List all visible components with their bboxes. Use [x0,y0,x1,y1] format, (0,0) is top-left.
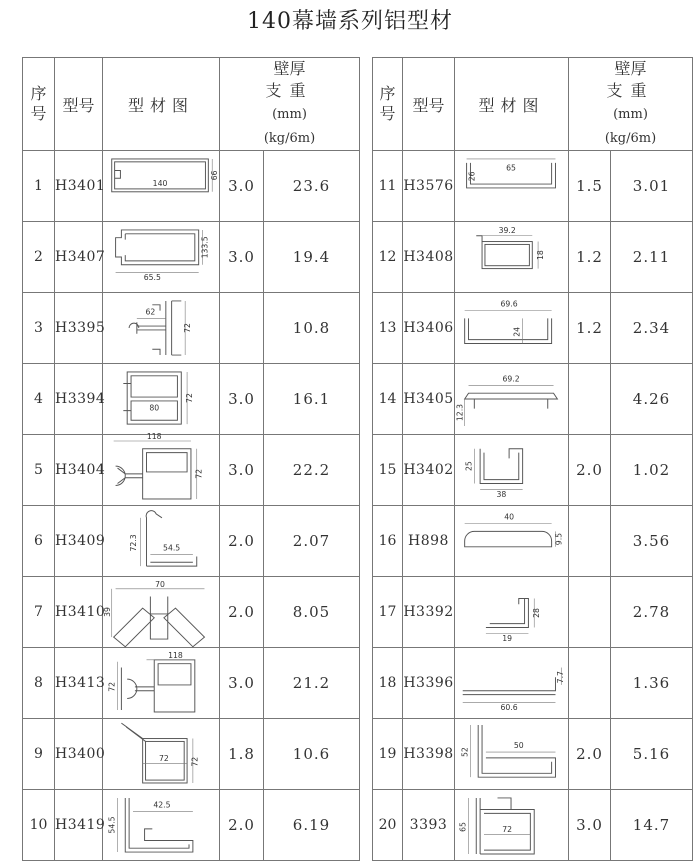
row-number: 1 [23,151,55,222]
profile-drawing [103,648,220,719]
table-row [373,151,693,222]
row-number: 20 [373,790,403,861]
header-wall-unit: (mm) [613,107,648,122]
profile-drawing [103,432,220,506]
dimension-label: 65.5 [143,273,161,283]
dimension-label: 60.6 [500,703,518,713]
model-code: H3400 [55,719,103,790]
table-row [23,293,360,364]
dimension-label: 72 [194,468,204,479]
row-number: 9 [23,719,55,790]
wall-thickness: 2.0 [569,435,611,506]
profile-drawing [455,719,569,790]
weight-per-6m: 16.1 [264,364,360,435]
profile-drawing [455,577,569,648]
row-number: 2 [23,222,55,293]
wall-thickness [569,506,611,577]
model-code: H3419 [55,790,103,861]
dimension-label: 72.3 [128,534,138,552]
table-row [373,435,693,506]
header-weight-unit: (kg/6m) [604,131,657,146]
wide-box-profile-icon [104,432,218,505]
dimension-label: 66 [210,170,220,181]
wall-thickness: 2.0 [220,577,264,648]
dimension-label: 72 [502,824,513,834]
profile-drawing [455,648,569,719]
table-row [373,648,693,719]
dimension-label: 62 [145,307,156,317]
model-code: H3407 [55,222,103,293]
table-row [23,506,360,577]
model-code: H898 [403,506,455,577]
table-row [373,506,693,577]
profile-drawing [455,222,569,293]
row-number: 15 [373,435,403,506]
box-mullion-profile-icon [104,364,218,434]
row-number: 4 [23,364,55,435]
model-code: 3393 [403,790,455,861]
header-row [373,58,693,151]
angle-channel-profile-icon [455,719,569,789]
dimension-label: 42.5 [153,800,171,810]
weight-per-6m: 2.78 [611,577,693,648]
stepped-channel-profile-icon [104,790,218,860]
weight-per-6m: 3.01 [611,151,693,222]
weight-per-6m: 2.11 [611,222,693,293]
weight-per-6m: 5.16 [611,719,693,790]
profile-table-right [372,57,693,861]
weight-per-6m: 1.36 [611,648,693,719]
model-code: H3405 [403,364,455,435]
header-no [373,58,403,151]
dimension-label: 39 [102,607,112,617]
weight-per-6m: 6.19 [264,790,360,861]
row-number: 13 [373,293,403,364]
header-no-label: 序号 [379,84,396,123]
wall-thickness [220,293,264,364]
row-number: 3 [23,293,55,364]
dimension-label: 39.2 [498,225,516,235]
weight-per-6m: 19.4 [264,222,360,293]
table-row [23,435,360,506]
model-code: H3395 [55,293,103,364]
dimension-label: 72 [182,323,192,333]
flat-cover-profile-icon [455,364,569,434]
header-code: 型号 [55,58,103,151]
table-row [373,222,693,293]
wall-thickness: 1.2 [569,222,611,293]
weight-per-6m: 3.56 [611,506,693,577]
weight-per-6m: 1.02 [611,435,693,506]
page-title: 140幕墙系列铝型材 [247,9,453,34]
table-row [373,719,693,790]
header-weight: 支重 [606,81,655,100]
model-code: H3408 [403,222,455,293]
dimension-label: 80 [149,403,160,413]
profile-drawing [103,364,220,435]
profile-drawing [103,151,220,222]
row-number: 19 [373,719,403,790]
hook-channel-profile-icon [104,506,218,576]
dimension-label: 38 [496,490,507,500]
weight-per-6m: 22.2 [264,435,360,506]
wall-thickness: 3.0 [220,222,264,293]
flat-strip-profile-icon [455,648,569,718]
profile-drawing [455,435,569,506]
wall-thickness [569,577,611,648]
row-number: 11 [373,151,403,222]
header-no [23,58,55,151]
wall-thickness [569,364,611,435]
wall-thickness: 3.0 [220,648,264,719]
wall-thickness: 3.0 [220,364,264,435]
model-code: H3402 [403,435,455,506]
dimension-label: 9.5 [554,532,564,546]
dimension-label: 69.6 [500,299,518,309]
dimension-label: 26 [467,171,477,182]
wall-thickness [569,648,611,719]
dimension-label: 65 [458,822,468,832]
header-drawing: 型材图 [455,58,569,151]
profile-drawing [455,364,569,435]
dimension-label: 12.3 [455,403,465,422]
weight-per-6m: 2.34 [611,293,693,364]
weight-per-6m: 21.2 [264,648,360,719]
model-code: H3394 [55,364,103,435]
dimension-label: 70 [155,579,165,589]
dimension-label: 69.2 [502,374,520,384]
row-number: 18 [373,648,403,719]
row-number: 10 [23,790,55,861]
stepped-box-profile-icon [455,790,569,860]
dimension-label: 18 [535,250,545,260]
weight-per-6m: 14.7 [611,790,693,861]
header-code: 型号 [403,58,455,151]
dimension-label: 65 [506,163,516,173]
header-wall-weight [569,58,693,151]
small-hook-profile-icon [455,435,569,505]
model-code: H3404 [55,435,103,506]
profile-drawing [103,577,220,648]
wall-thickness: 1.8 [220,719,264,790]
rounded-channel-profile-icon [104,222,218,292]
dimension-label: 72 [184,393,194,403]
model-code: H3413 [55,648,103,719]
small-box-profile-icon [455,222,569,292]
profile-drawing [455,293,569,364]
dimension-label: 50 [513,741,524,751]
row-number: 14 [373,364,403,435]
dimension-label: 54.5 [107,816,117,834]
wall-thickness: 3.0 [220,151,264,222]
dimension-label: 140 [152,179,168,188]
table-row [23,790,360,861]
header-row [23,58,360,151]
dimension-label: 28 [532,608,542,618]
dimension-label: 25 [464,461,474,472]
table-row [23,648,360,719]
dimension-label: 118 [168,650,183,660]
profile-drawing [103,222,220,293]
wall-thickness: 3.0 [569,790,611,861]
weight-per-6m: 8.05 [264,577,360,648]
dimension-label: 52 [460,747,470,757]
table-row [23,151,360,222]
table-row [23,719,360,790]
square-tube-with-arm-profile-icon [104,719,218,789]
table-row [23,364,360,435]
dimension-label: 72 [158,753,169,763]
profile-drawing [103,719,220,790]
model-code: H3398 [403,719,455,790]
table-row [23,222,360,293]
table-row [373,577,693,648]
dimension-label: 19 [502,633,513,643]
table-row [373,293,693,364]
header-weight-unit: (kg/6m) [263,131,316,146]
row-number: 7 [23,577,55,648]
model-code: H3401 [55,151,103,222]
dimension-label: 54.5 [163,543,181,553]
shallow-channel-profile-icon [455,151,569,221]
rounded-cap-profile-icon [455,506,569,576]
model-code: H3406 [403,293,455,364]
row-number: 16 [373,506,403,577]
header-no-label: 序号 [30,84,47,123]
wall-thickness: 3.0 [220,435,264,506]
frame-mullion-profile-icon [104,648,218,718]
header-weight: 支重 [265,81,314,100]
model-code: H3410 [55,577,103,648]
wall-thickness: 1.5 [569,151,611,222]
header-drawing: 型材图 [103,58,220,151]
dimension-label: 7.7 [556,671,566,684]
profile-drawing [455,790,569,861]
dimension-label: 72 [190,756,200,767]
wall-thickness: 2.0 [220,506,264,577]
header-wall: 壁厚 [273,59,306,78]
model-code: H3576 [403,151,455,222]
row-number: 6 [23,506,55,577]
dimension-label: 133.5 [200,236,210,259]
table-row [373,364,693,435]
model-code: H3409 [55,506,103,577]
profile-drawing [103,293,220,364]
profile-drawing [455,506,569,577]
weight-per-6m: 2.07 [264,506,360,577]
dimension-label: 24 [512,326,522,337]
l-hook-profile-icon [455,577,569,647]
dimension-label: 40 [504,512,515,522]
header-wall-unit: (mm) [272,107,307,122]
t-mullion-profile-icon [104,293,218,363]
row-number: 5 [23,435,55,506]
dimension-label: 118 [146,432,162,442]
dimension-label: 72 [107,681,117,692]
row-number: 17 [373,577,403,648]
profile-table-left [22,57,360,861]
profile-drawing [455,151,569,222]
table-row [23,577,360,648]
row-number: 8 [23,648,55,719]
weight-per-6m: 4.26 [611,364,693,435]
row-number: 12 [373,222,403,293]
rectangular-tube-profile-icon [104,151,218,221]
wall-thickness: 2.0 [220,790,264,861]
weight-per-6m: 10.8 [264,293,360,364]
profile-drawing [103,506,220,577]
wall-thickness: 1.2 [569,293,611,364]
header-wall-weight [220,58,360,151]
profile-drawing [103,790,220,861]
model-code: H3396 [403,648,455,719]
corner-mullion-profile-icon [104,577,218,647]
wall-thickness: 2.0 [569,719,611,790]
u-channel-profile-icon [455,293,569,363]
weight-per-6m: 23.6 [264,151,360,222]
model-code: H3392 [403,577,455,648]
table-row [373,790,693,861]
weight-per-6m: 10.6 [264,719,360,790]
header-wall: 壁厚 [614,59,647,78]
